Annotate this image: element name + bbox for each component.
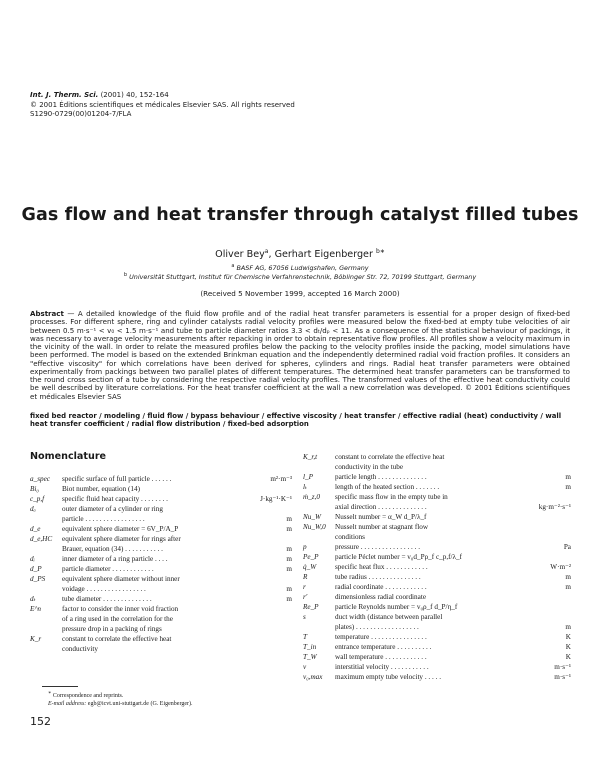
nomenclature-symbol: d_PS xyxy=(30,575,46,583)
nomenclature-description xyxy=(62,524,292,534)
nomenclature-unit: m xyxy=(286,515,292,523)
nomenclature-description xyxy=(62,634,292,654)
nomenclature-entry xyxy=(30,574,292,594)
author-list xyxy=(0,248,600,260)
nomenclature-symbol: a_spec xyxy=(30,475,50,483)
nomenclature-description-line: particle length . . . . . . . . . . . . . . xyxy=(335,473,427,481)
nomenclature-unit xyxy=(240,624,292,634)
nomenclature-unit: J·kg⁻¹·K⁻¹ xyxy=(260,495,292,503)
nomenclature-description-line: dimensionless radial coordinate xyxy=(335,593,427,601)
affiliation xyxy=(0,263,600,272)
nomenclature-unit: kg·m⁻²·s⁻¹ xyxy=(538,503,571,511)
nomenclature-symbol: r′ xyxy=(303,593,308,601)
nomenclature-symbol: v xyxy=(303,663,307,671)
nomenclature-description-line: inner diameter of a ring particle . . . . xyxy=(62,555,168,563)
nomenclature-unit: m xyxy=(286,585,292,593)
nomenclature-unit xyxy=(240,644,292,654)
nomenclature-unit: K xyxy=(565,653,571,661)
nomenclature-symbol: Nu_W xyxy=(303,513,321,521)
nomenclature-symbol: Nu_W,0 xyxy=(303,523,326,531)
author-separator: , xyxy=(268,249,275,261)
nomenclature-description-line: voidage . . . . . . . . . . . . . . . . . xyxy=(62,585,146,593)
nomenclature-description-line: maximum empty tube velocity . . . . . xyxy=(335,673,441,681)
nomenclature-entry xyxy=(303,452,571,472)
nomenclature-description-line: Nusselt number = α_W d_P/λ_f xyxy=(335,513,427,521)
nomenclature-description-line: particle diameter . . . . . . . . . . . . xyxy=(62,565,154,573)
nomenclature-description xyxy=(62,504,292,524)
nomenclature-description xyxy=(62,594,292,604)
nomenclature-symbol: d_e,HC xyxy=(30,535,53,543)
nomenclature-description xyxy=(335,582,571,592)
abstract-text: — A detailed knowledge of the fluid flow profile and of the radial heat transfer parameters is essential for a proper design of fixed-bed processes. For different sphere, ring and cylinder catalysts radial velocity profiles were measured below the fixed-bed at empty tube velocities of air between 0.5 m·s⁻¹ < v₀ < 1.5 m·s⁻¹ and tube to particle diameter ratios 3.3 < dₜ/dₚ < 11. As a consequence of the statistical behaviour of packings, it was necessary to average velocity measurements after repacking in order to obtain representative flow profiles. All profiles show a velocity maximum in the vicinity of the wall. In order to relate the measured profiles below the packing to the velocity profiles inside the packing, model simulations have been performed. The model is based on the extended Brinkman equation and the independently determined radial void fraction profiles. It considers an "effective viscosity" for which correlations have been derived for spheres, cylinders and rings. Radial heat transfer parameters were obtained experimentally from packings between two parallel plates of different temperatures. The determined heat transfer parameters can be transformed to the round cross section of a tube by considering the respective radial velocity profiles. The transformed values of the effective heat conductivity could be well described by literature correlations. For the heat transfer coefficient at the wall a new correlation was developed. © 2001 Éditions scientifiques et médicales Elsevier SAS xyxy=(30,309,570,401)
nomenclature-entry xyxy=(30,524,292,534)
nomenclature-description xyxy=(335,522,571,542)
nomenclature-symbol: dₜ xyxy=(30,595,36,603)
nomenclature-unit xyxy=(519,532,571,542)
nomenclature-description-line: equivalent sphere diameter for rings after xyxy=(62,535,181,543)
nomenclature-entry xyxy=(303,522,571,542)
nomenclature-description xyxy=(335,492,571,512)
nomenclature-symbol: lₜ xyxy=(303,483,307,491)
nomenclature-description xyxy=(335,632,571,642)
nomenclature-description xyxy=(62,574,292,594)
nomenclature-entry xyxy=(303,652,571,662)
email-address[interactable]: egb@icvt.uni-stuttgart.de (G. Eigenberger). xyxy=(86,701,193,708)
author-affil-mark: a xyxy=(264,248,269,255)
nomenclature-entry xyxy=(303,472,571,482)
nomenclature-unit: m xyxy=(286,525,292,533)
nomenclature-description xyxy=(335,482,571,492)
footnote xyxy=(48,690,193,709)
nomenclature-description xyxy=(335,642,571,652)
affiliation-text: Universität Stuttgart, Institut für Chemische Verfahrenstechnik, Böblinger Str. 72, 70199 Stuttgart, Germany xyxy=(129,273,477,282)
footnote-text: Correspondence and reprints. xyxy=(52,693,124,699)
nomenclature-symbol: R xyxy=(303,573,308,581)
nomenclature-entry xyxy=(30,634,292,654)
nomenclature-description xyxy=(62,564,292,574)
nomenclature-description xyxy=(335,592,571,602)
nomenclature-description-line: specific surface of full particle . . . . . . xyxy=(62,475,172,483)
nomenclature-unit: m²·m⁻³ xyxy=(270,475,292,483)
nomenclature-symbol: E^n xyxy=(30,605,42,613)
nomenclature-description-line: tube diameter . . . . . . . . . . . . . . xyxy=(62,595,152,603)
nomenclature-unit: m xyxy=(286,555,292,563)
nomenclature-symbol: s xyxy=(303,613,306,621)
nomenclature-entry xyxy=(30,604,292,634)
author-name: Gerhart Eigenberger xyxy=(274,249,373,261)
nomenclature-description-line: of a ring used in the correlation for the xyxy=(62,615,173,623)
nomenclature-description xyxy=(335,602,571,612)
nomenclature-description-line: outer diameter of a cylinder or ring xyxy=(62,505,163,513)
nomenclature-unit: W·m⁻² xyxy=(550,563,571,571)
affiliation-text: BASF AG, 67056 Ludwigshafen, Germany xyxy=(236,264,369,273)
nomenclature-description-line: duct width (distance between parallel xyxy=(335,613,443,621)
nomenclature-description xyxy=(62,604,292,634)
nomenclature-heading: Nomenclature xyxy=(30,451,107,462)
nomenclature-unit xyxy=(240,484,292,494)
nomenclature-description-line: wall temperature . . . . . . . . . . . . xyxy=(335,653,427,661)
journal-volume-pages: (2001) 40, 152-164 xyxy=(100,91,169,99)
nomenclature-symbol: K_r,t xyxy=(303,453,318,461)
nomenclature-symbol: Re_P xyxy=(303,603,319,611)
nomenclature-description-line: specific fluid heat capacity . . . . . . . . xyxy=(62,495,168,503)
nomenclature-description-line: equivalent sphere diameter without inner xyxy=(62,575,180,583)
nomenclature-description-line: plates) . . . . . . . . . . . . . . . . . . xyxy=(335,623,419,631)
abstract xyxy=(30,310,570,401)
author-affil-mark: b∗ xyxy=(375,248,385,255)
nomenclature-symbol: T_W xyxy=(303,653,317,661)
nomenclature-unit: m xyxy=(565,573,571,581)
nomenclature-symbol: K_r xyxy=(30,635,42,643)
nomenclature-description xyxy=(335,572,571,582)
affiliation-mark: b xyxy=(123,272,128,278)
nomenclature-unit xyxy=(519,462,571,472)
nomenclature-description xyxy=(335,672,571,682)
footnote-divider xyxy=(42,686,78,687)
footnote-mark: ∗ xyxy=(48,691,52,696)
email-label: E-mail address: xyxy=(48,701,87,708)
nomenclature-description-line: constant to correlate the effective heat xyxy=(62,635,172,643)
nomenclature-symbol: dₐ xyxy=(30,505,36,513)
affiliation xyxy=(0,272,600,281)
nomenclature-description-line: constant to correlate the effective heat xyxy=(335,453,445,461)
nomenclature-entry xyxy=(30,474,292,484)
received-dates: (Received 5 November 1999, accepted 16 March 2000) xyxy=(200,289,400,298)
nomenclature-description xyxy=(335,652,571,662)
nomenclature-description xyxy=(62,534,292,554)
abstract-label: Abstract xyxy=(30,309,64,318)
journal-citation xyxy=(30,91,295,101)
nomenclature-unit: m xyxy=(286,595,292,603)
keywords: fixed bed reactor / modeling / fluid flow / bypass behaviour / effective viscosity / heat transfer / effective radial (heat) conductivity / wall heat transfer coefficient / radial flow distribution / fixed-bed adsorption xyxy=(30,412,562,429)
nomenclature-entry xyxy=(303,482,571,492)
nomenclature-description-line: entrance temperature . . . . . . . . . . xyxy=(335,643,432,651)
nomenclature-entry xyxy=(303,542,571,552)
nomenclature-description xyxy=(335,512,571,522)
nomenclature-entry xyxy=(30,494,292,504)
nomenclature-symbol: v₀,max xyxy=(303,673,323,681)
nomenclature-symbol: Pe_P xyxy=(303,553,319,561)
nomenclature-description xyxy=(62,554,292,564)
nomenclature-entry xyxy=(303,592,571,602)
nomenclature-description-line: specific mass flow in the empty tube in xyxy=(335,493,448,501)
nomenclature-description-line: particle Reynolds number = v₀ρ_f d_P/η_f xyxy=(335,603,458,611)
nomenclature-description-line: temperature . . . . . . . . . . . . . . . . xyxy=(335,633,427,641)
nomenclature-entry xyxy=(303,672,571,682)
nomenclature-entry xyxy=(30,564,292,574)
nomenclature-entry xyxy=(30,484,292,494)
nomenclature-symbol: ṁ_z,0 xyxy=(303,493,320,501)
nomenclature-description-line: conditions xyxy=(335,533,365,541)
nomenclature-description-line: pressure . . . . . . . . . . . . . . . . . xyxy=(335,543,421,551)
nomenclature-description xyxy=(335,562,571,572)
nomenclature-entry xyxy=(303,552,571,562)
nomenclature-entry xyxy=(303,612,571,632)
author-name: Oliver Bey xyxy=(215,249,265,261)
nomenclature-description-line: specific heat flux . . . . . . . . . . . . xyxy=(335,563,428,571)
nomenclature-entry xyxy=(303,642,571,652)
nomenclature-symbol: d_P xyxy=(30,565,42,573)
nomenclature-unit: m xyxy=(565,483,571,491)
nomenclature-entry xyxy=(30,534,292,554)
nomenclature-description-line: Biot number, equation (14) xyxy=(62,485,140,493)
nomenclature-description-line: particle Péclet number = v₀d_Pρ_f c_p,f/λ_f xyxy=(335,553,462,561)
nomenclature-description-line: equivalent sphere diameter = 6V_P/A_P xyxy=(62,525,179,533)
nomenclature-left-column xyxy=(30,474,292,654)
nomenclature-description xyxy=(62,494,292,504)
nomenclature-unit xyxy=(519,592,571,602)
nomenclature-unit: m·s⁻¹ xyxy=(554,663,571,671)
nomenclature-description xyxy=(335,542,571,552)
page-number: 152 xyxy=(30,715,51,728)
nomenclature-entry xyxy=(303,512,571,522)
footnote-email xyxy=(48,700,193,708)
nomenclature-symbol: c_p,f xyxy=(30,495,45,503)
nomenclature-symbol: p xyxy=(303,543,307,551)
nomenclature-description-line: conductivity in the tube xyxy=(335,463,404,471)
nomenclature-description-line: axial direction . . . . . . . . . . . . . . xyxy=(335,503,427,511)
nomenclature-description-line: tube radius . . . . . . . . . . . . . . . xyxy=(335,573,421,581)
nomenclature-description-line: pressure drop in a packing of rings xyxy=(62,625,162,633)
nomenclature-symbol: l_P xyxy=(303,473,313,481)
nomenclature-entry xyxy=(30,504,292,524)
nomenclature-symbol: T_in xyxy=(303,643,317,651)
nomenclature-description xyxy=(335,472,571,482)
nomenclature-description xyxy=(335,452,571,472)
journal-name: Int. J. Therm. Sci. xyxy=(30,91,99,99)
nomenclature-description-line: factor to consider the inner void fraction xyxy=(62,605,179,613)
nomenclature-description xyxy=(335,662,571,672)
nomenclature-description xyxy=(62,484,292,494)
nomenclature-entry xyxy=(303,662,571,672)
nomenclature-entry xyxy=(303,492,571,512)
nomenclature-description xyxy=(62,474,292,484)
nomenclature-symbol: dᵢ xyxy=(30,555,35,563)
nomenclature-description xyxy=(335,552,571,562)
copyright-line: © 2001 Éditions scientifiques et médicales Elsevier SAS. All rights reserved xyxy=(30,100,295,109)
nomenclature-right-column xyxy=(303,452,571,682)
nomenclature-description-line: Nusselt number at stagnant flow xyxy=(335,523,429,531)
nomenclature-unit: m·s⁻¹ xyxy=(554,673,571,681)
nomenclature-symbol: Bi₀ xyxy=(30,485,39,493)
nomenclature-symbol: T xyxy=(303,633,307,641)
nomenclature-description-line: Brauer, equation (34) . . . . . . . . . . . xyxy=(62,545,163,553)
nomenclature-symbol: q̇_W xyxy=(303,563,317,571)
nomenclature-entry xyxy=(30,554,292,564)
nomenclature-unit xyxy=(519,552,571,562)
nomenclature-description-line: length of the heated section . . . . . . . xyxy=(335,483,440,491)
pii-line: S1290-0729(00)01204-7/FLA xyxy=(30,110,132,119)
nomenclature-entry xyxy=(303,632,571,642)
nomenclature-unit: m xyxy=(565,473,571,481)
nomenclature-unit xyxy=(519,512,571,522)
nomenclature-unit: m xyxy=(565,583,571,591)
nomenclature-symbol: r xyxy=(303,583,306,591)
nomenclature-description-line: conductivity xyxy=(62,645,98,653)
nomenclature-description xyxy=(335,612,571,632)
nomenclature-unit: Pa xyxy=(563,543,571,551)
nomenclature-unit xyxy=(519,602,571,612)
affiliation-mark: a xyxy=(231,263,235,269)
nomenclature-symbol: d_e xyxy=(30,525,41,533)
nomenclature-entry xyxy=(30,594,292,604)
nomenclature-unit: m xyxy=(286,545,292,553)
nomenclature-description-line: particle . . . . . . . . . . . . . . . . . xyxy=(62,515,145,523)
journal-header xyxy=(30,91,295,120)
nomenclature-entry xyxy=(303,602,571,612)
nomenclature-unit: m xyxy=(565,623,571,631)
nomenclature-unit: m xyxy=(286,565,292,573)
nomenclature-unit: K xyxy=(565,633,571,641)
footnote-correspondence xyxy=(48,690,193,700)
nomenclature-description-line: radial coordinate . . . . . . . . . . . . xyxy=(335,583,427,591)
nomenclature-entry xyxy=(303,582,571,592)
nomenclature-entry xyxy=(303,572,571,582)
nomenclature-description-line: interstitial velocity . . . . . . . . . . . xyxy=(335,663,429,671)
nomenclature-unit: K xyxy=(565,643,571,651)
nomenclature-entry xyxy=(303,562,571,572)
paper-title: Gas flow and heat transfer through catalyst filled tubes xyxy=(21,205,579,225)
